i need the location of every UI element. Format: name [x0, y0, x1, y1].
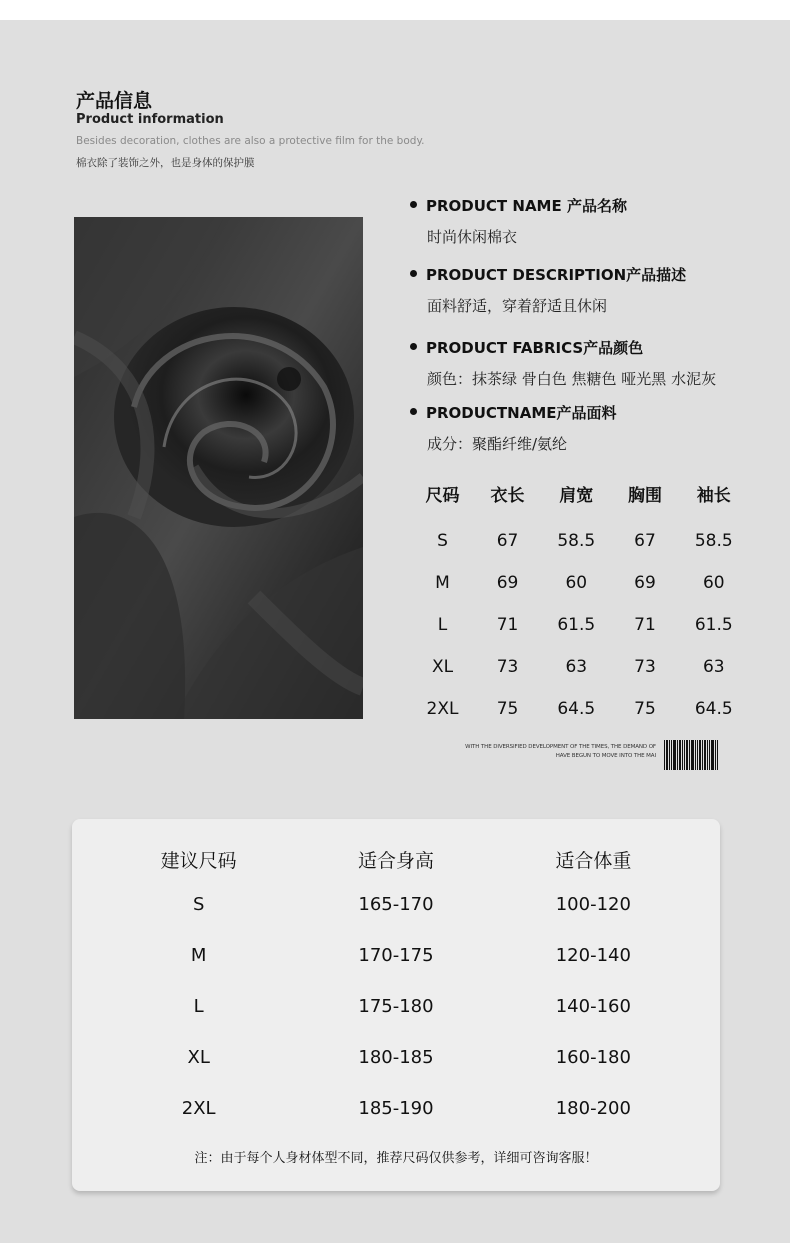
- table-cell: S: [437, 531, 448, 551]
- table-cell: 120-140: [555, 945, 631, 966]
- table-cell: 67: [634, 531, 656, 551]
- info-item-description: [410, 264, 686, 316]
- section-title-cn: 产品信息: [76, 90, 153, 112]
- bullet-icon: [410, 343, 417, 350]
- table-cell: 71: [496, 615, 519, 635]
- table-cell: 64.5: [557, 699, 596, 719]
- column-header: 适合体重: [555, 849, 632, 872]
- section-title-en: Product information: [76, 112, 224, 127]
- table-cell: M: [435, 573, 450, 593]
- table-cell: 185-190: [358, 1098, 434, 1119]
- table-cell: 61.5: [557, 615, 596, 635]
- table-row: [410, 604, 750, 646]
- recommendation-note: 注：由于每个人身材体型不同，推荐尺码仅供参考，详细可咨询客服！: [194, 1151, 598, 1166]
- table-cell: L: [193, 996, 204, 1017]
- info-value: 时尚休闲棉衣: [427, 228, 518, 246]
- table-cell: 2XL: [426, 699, 459, 719]
- table-cell: 160-180: [555, 1047, 631, 1068]
- table-header-row: [100, 839, 692, 879]
- table-cell: 69: [496, 573, 519, 593]
- table-row: [410, 688, 750, 730]
- section-subtitle-en: Besides decoration, clothes are also a protective film for the body.: [76, 135, 425, 147]
- table-cell: 2XL: [181, 1098, 216, 1119]
- table-cell: 140-160: [555, 996, 631, 1017]
- bullet-icon: [410, 408, 417, 415]
- table-cell: 175-180: [358, 996, 434, 1017]
- table-cell: 60: [702, 573, 725, 593]
- table-row: [410, 646, 750, 688]
- column-header: 胸围: [628, 485, 662, 506]
- bullet-icon: [410, 201, 417, 208]
- table-cell: 180-200: [555, 1098, 631, 1119]
- info-item-fabric: [410, 402, 617, 454]
- table-cell: 180-185: [358, 1047, 434, 1068]
- column-header: 尺码: [425, 485, 460, 506]
- section-subtitle-cn: 棉衣除了装饰之外，也是身体的保护膜: [76, 157, 255, 169]
- table-cell: 67: [496, 531, 519, 551]
- table-header-row: [410, 480, 750, 520]
- table-cell: 73: [634, 657, 656, 677]
- table-cell: 165-170: [358, 894, 434, 915]
- column-header: 建议尺码: [160, 849, 237, 872]
- table-cell: 69: [634, 573, 656, 593]
- column-header: 衣长: [490, 485, 525, 506]
- column-header: 适合身高: [357, 849, 434, 872]
- size-chart-table: [410, 480, 750, 730]
- table-row: [410, 520, 750, 562]
- table-row: [100, 1032, 692, 1083]
- info-label: PRODUCT DESCRIPTION产品描述: [426, 266, 687, 284]
- table-cell: 75: [496, 699, 519, 719]
- table-cell: 58.5: [694, 531, 733, 551]
- barcode-caption: [440, 743, 656, 761]
- table-cell: S: [192, 894, 205, 915]
- table-cell: XL: [431, 657, 454, 677]
- table-cell: 71: [634, 615, 656, 635]
- table-row: [100, 1083, 692, 1134]
- column-header: 袖长: [696, 485, 731, 506]
- table-cell: 63: [702, 657, 725, 677]
- info-value: 颜色：抹茶绿 骨白色 焦糖色 哑光黑 水泥灰: [427, 370, 717, 388]
- info-item-colors: [410, 337, 716, 389]
- table-cell: XL: [187, 1047, 210, 1068]
- info-label: PRODUCT NAME 产品名称: [426, 197, 627, 215]
- barcode-caption-line: WITH THE DIVERSIFIED DEVELOPMENT OF THE TIMES, THE DEMAND OF: [465, 744, 656, 750]
- info-item-name: [410, 195, 627, 247]
- table-cell: 64.5: [694, 699, 733, 719]
- table-cell: 75: [634, 699, 656, 719]
- table-row: [100, 930, 692, 981]
- info-value: 面料舒适，穿着舒适且休闲: [427, 297, 608, 315]
- info-value: 成分：聚酯纤维/氨纶: [427, 435, 568, 453]
- barcode-icon: [664, 740, 718, 770]
- bullet-icon: [410, 270, 417, 277]
- table-cell: 170-175: [358, 945, 434, 966]
- table-row: [410, 562, 750, 604]
- fabric-photo: [74, 217, 363, 719]
- barcode-caption-line: HAVE BEGUN TO MOVE INTO THE MAI: [555, 753, 656, 759]
- table-cell: 58.5: [557, 531, 596, 551]
- table-cell: L: [437, 615, 448, 635]
- size-recommendation-card: [72, 819, 720, 1191]
- table-cell: 73: [496, 657, 519, 677]
- table-row: [100, 981, 692, 1032]
- info-label: PRODUCT FABRICS产品颜色: [426, 339, 644, 357]
- table-cell: 61.5: [694, 615, 733, 635]
- table-cell: M: [190, 945, 207, 966]
- table-cell: 63: [565, 657, 588, 677]
- recommendation-table: [100, 839, 692, 1134]
- column-header: 肩宽: [559, 485, 594, 506]
- table-cell: 100-120: [555, 894, 631, 915]
- info-label: PRODUCTNAME产品面料: [426, 404, 617, 422]
- table-row: [100, 879, 692, 930]
- table-cell: 60: [565, 573, 588, 593]
